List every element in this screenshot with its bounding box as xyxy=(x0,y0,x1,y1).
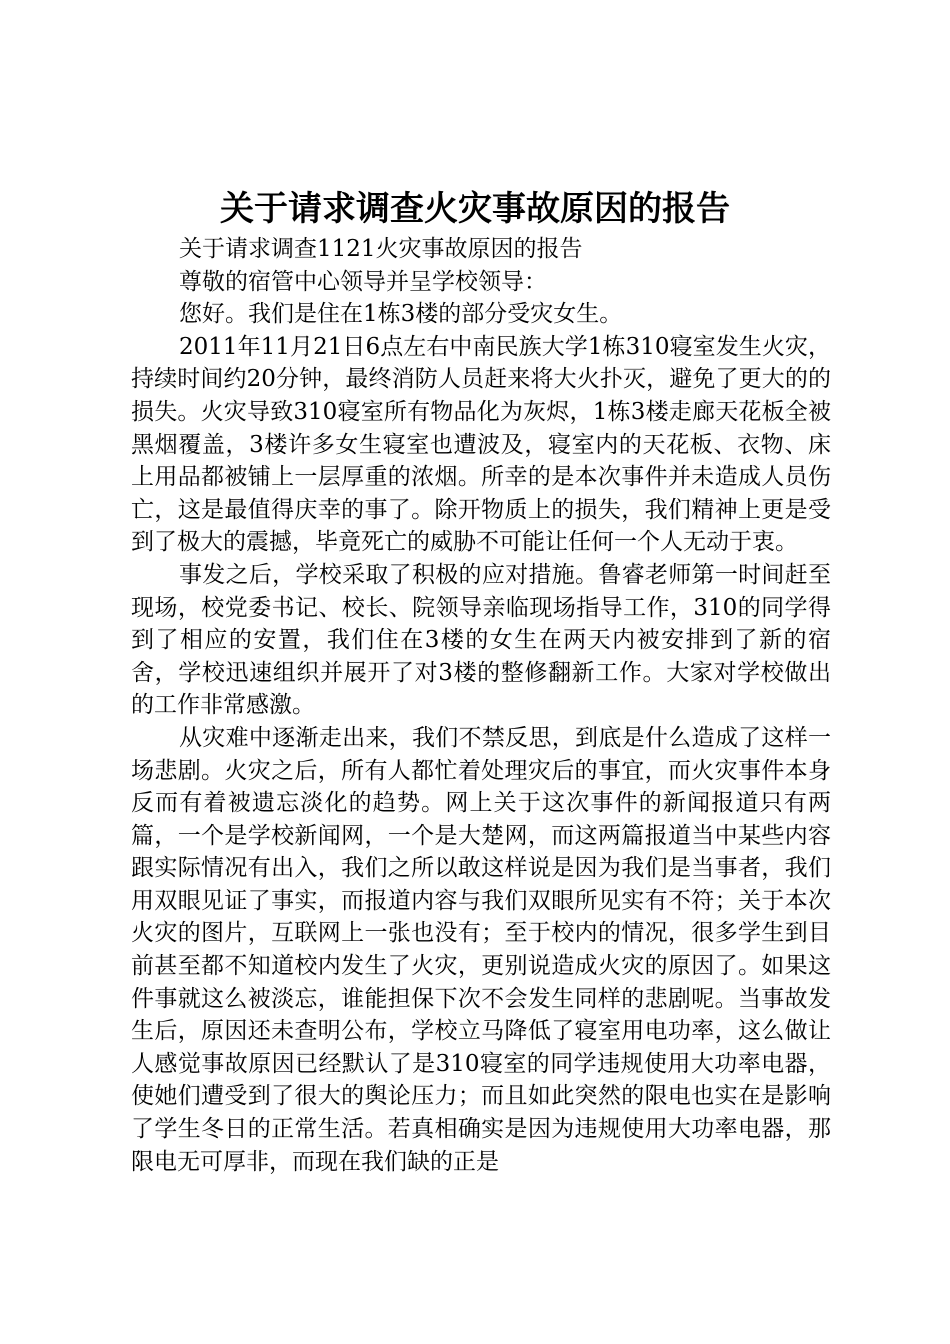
paragraph-incident: 2011年11月21日6点左右中南民族大学1栋310寝室发生火灾，持续时间约20分钟，最终消防人员赶来将大火扑灭，避免了更大的的损失。火灾导致310寝室所有物品化为灰烬，1栋3楼走廊天花板全被黑烟覆盖，3楼许多女生寝室也遭波及，寝室内的天花板、衣物、床上用品都被铺上一层厚重的浓烟。所幸的是本次事件并未造成人员伤亡，这是最值得庆幸的事了。除开物质上的损失，我们精神上更是受到了极大的震撼，毕竟死亡的威胁不可能让任何一个人无动于衷。 xyxy=(131,333,831,556)
document-title: 关于请求调查火灾事故原因的报告 xyxy=(220,189,730,229)
paragraph-salutation: 尊敬的宿管中心领导并呈学校领导： xyxy=(179,268,547,295)
paragraph-response: 事发之后，学校采取了积极的应对措施。鲁睿老师第一时间赶至现场，校党委书记、校长、院领导亲临现场指导工作，310的同学得到了相应的安置，我们住在3楼的女生在两天内被安排到了新的宿舍，学校迅速组织并展开了对3楼的整修翻新工作。大家对学校做出的工作非常感激。 xyxy=(131,561,831,719)
document-body xyxy=(131,233,831,1178)
paragraph-reflection: 从灾难中逐渐走出来，我们不禁反思，到底是什么造成了这样一场悲剧。火灾之后，所有人都忙着处理灾后的事宜，而火灾事件本身反而有着被遗忘淡化的趋势。网上关于这次事件的新闻报道只有两篇，一个是学校新闻网，一个是大楚网，而这两篇报道当中某些内容跟实际情况有出入，我们之所以敢这样说是因为我们是当事者，我们用双眼见证了事实，而报道内容与我们双眼所见实有不符；关于本次火灾的图片，互联网上一张也没有；至于校内的情况，很多学生到目前甚至都不知道校内发生了火灾，更别说造成火灾的原因了。如果这件事就这么被淡忘，谁能担保下次不会发生同样的悲剧呢。当事故发生后，原因还未查明公布，学校立马降低了寝室用电功率，这么做让人感觉事故原因已经默认了是310寝室的同学违规使用大功率电器，使她们遭受到了很大的舆论压力；而且如此突然的限电也实在是影响了学生冬日的正常生活。若真相确实是因为违规使用大功率电器，那限电无可厚非，而现在我们缺的正是 xyxy=(131,724,831,1175)
paragraph-subject: 关于请求调查1121火灾事故原因的报告 xyxy=(179,236,583,262)
paragraph-greeting: 您好。我们是住在1栋3楼的部分受灾女生。 xyxy=(179,301,623,328)
